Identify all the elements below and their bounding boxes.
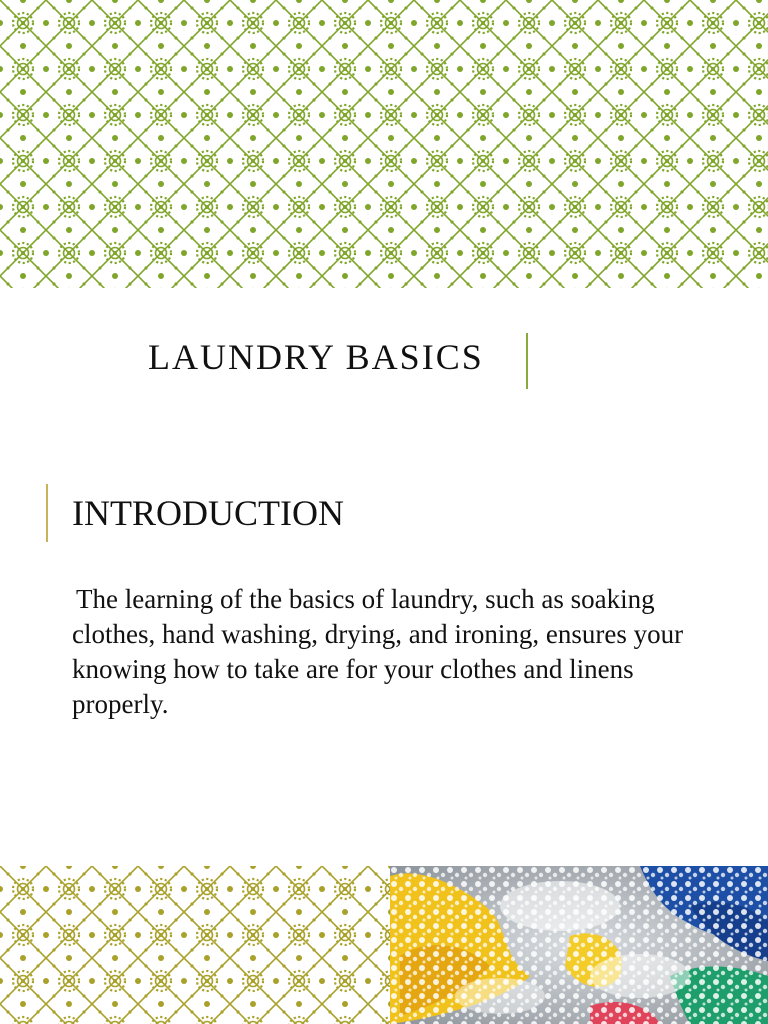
body-paragraph: [72, 582, 712, 722]
section-heading: INTRODUCTION: [72, 493, 344, 533]
laundry-soap-suds-illustration: [390, 866, 768, 1024]
body-text: The learning of the basics of laundry, such as soaking clothes, hand washing, drying, and ironing, ensures your knowing how to take are for your clothes and linens properly.: [72, 584, 684, 719]
bottom-pattern-band: [0, 866, 390, 1024]
title-accent-rule: [526, 333, 528, 389]
green-lattice-pattern: [0, 0, 768, 288]
gold-lattice-pattern: [0, 866, 390, 1024]
section-accent-rule: [46, 484, 48, 542]
top-pattern-band: [0, 0, 768, 288]
slide-title: LAUNDRY BASICS: [148, 337, 484, 377]
laundry-photo: [390, 866, 768, 1024]
